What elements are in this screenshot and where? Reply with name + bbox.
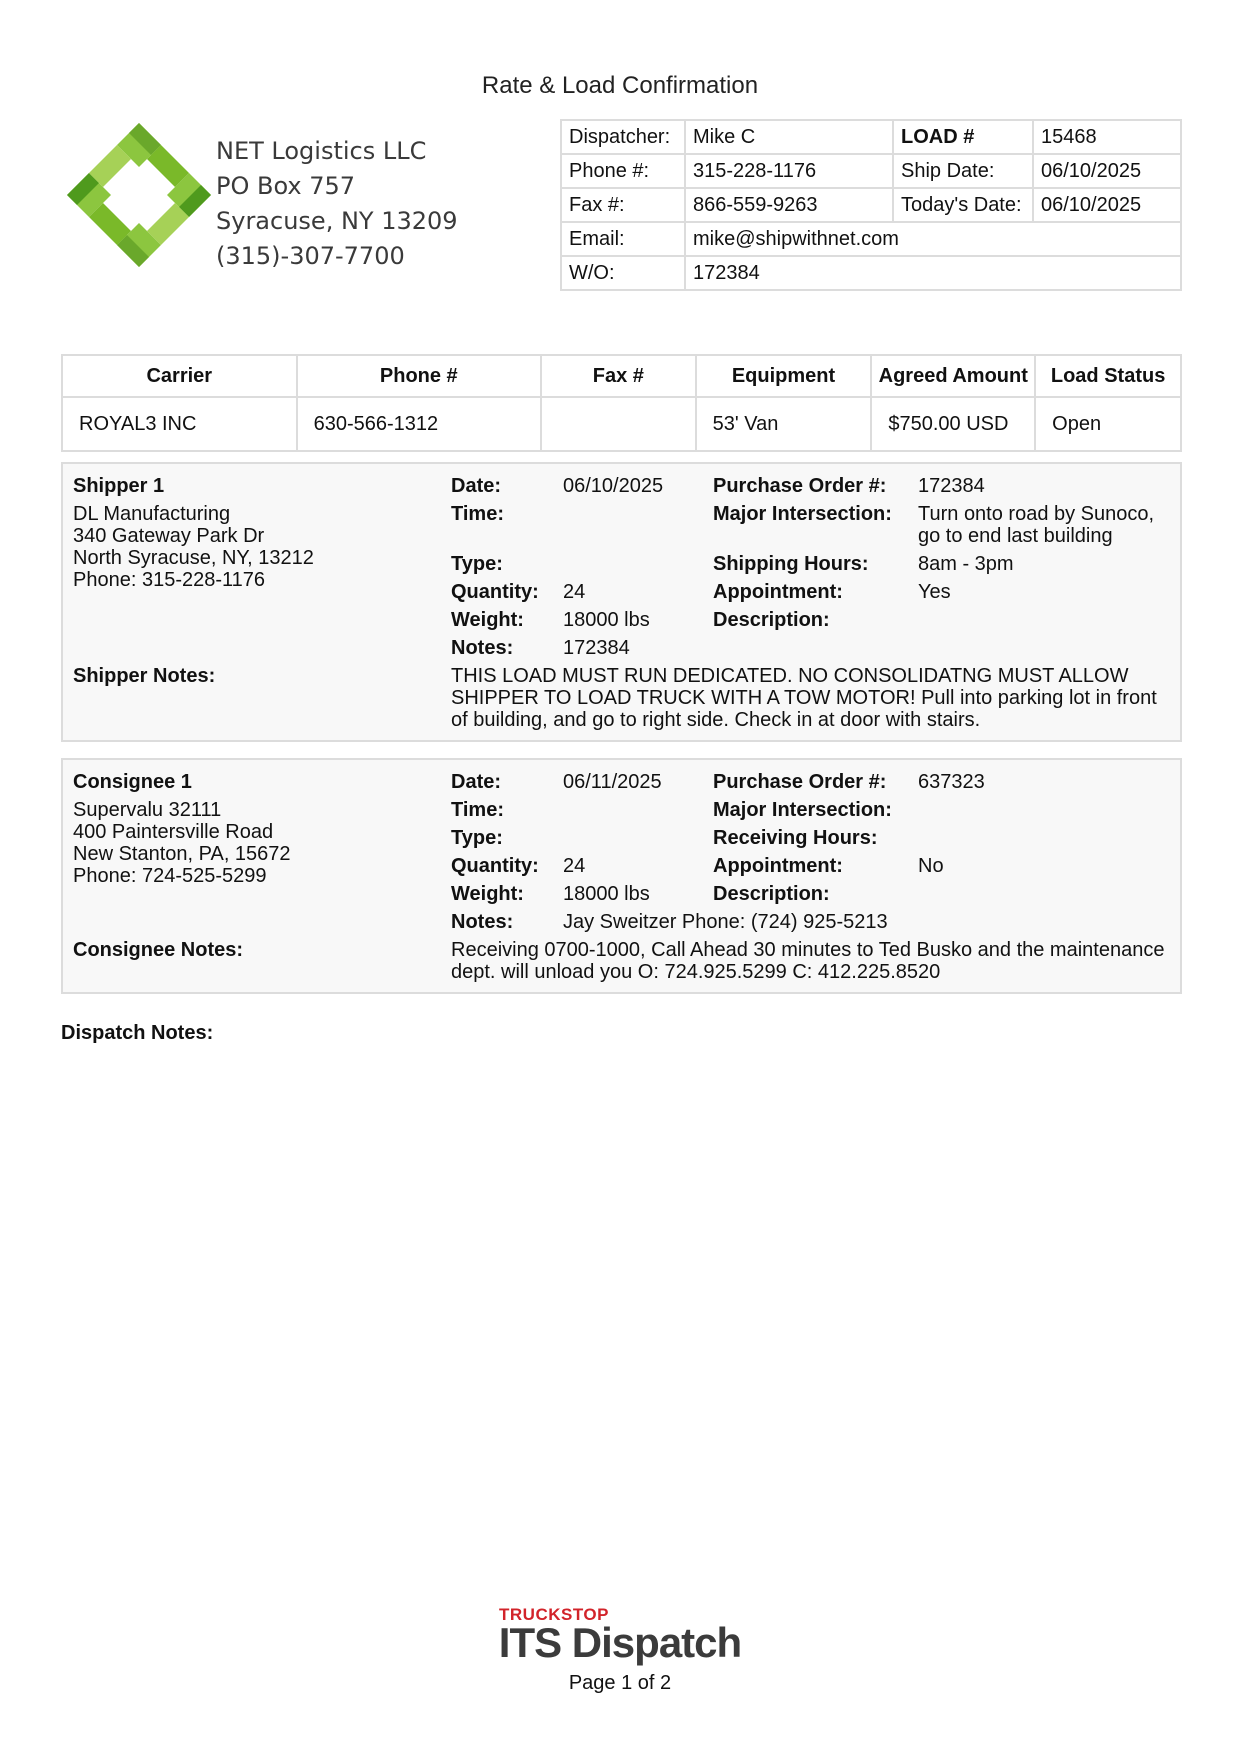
consignee-city: New Stanton, PA, 15672 — [73, 843, 291, 865]
carrier-name: ROYAL3 INC — [62, 397, 297, 451]
shipper-time-label: Time: — [451, 503, 504, 525]
consignee-type-label: Type: — [451, 827, 503, 849]
ship-date-label: Ship Date: — [893, 154, 1033, 188]
shipper-date-label: Date: — [451, 475, 502, 497]
shipper-type-label: Type: — [451, 553, 503, 575]
dispatch-info-table — [560, 119, 1182, 291]
load-number-value: 15468 — [1033, 120, 1181, 154]
company-address-line1: PO Box 757 — [216, 172, 356, 200]
shipper-description-label: Description: — [713, 609, 830, 631]
shipping-hours: 8am - 3pm — [918, 553, 1014, 575]
shipper-city: North Syracuse, NY, 13212 — [73, 547, 314, 569]
consignee-quantity: 24 — [563, 855, 586, 877]
page-number: Page 1 of 2 — [568, 1672, 672, 1694]
truckstop-its-dispatch-logo — [0, 1605, 1240, 1667]
shipper-notes: THIS LOAD MUST RUN DEDICATED. NO CONSOLIDATNG MUST ALLOW SHIPPER TO LOAD TRUCK WITH A TOW MOTOR! Pull into parking lot in front of building, and go to right side. Check in at door with stairs. — [451, 665, 1157, 731]
column-header: Equipment — [696, 355, 872, 397]
consignee-heading: Consignee 1 — [73, 771, 192, 793]
column-header: Phone # — [297, 355, 541, 397]
shipper-heading: Shipper 1 — [73, 475, 165, 497]
consignee-phone: Phone: 724-525-5299 — [73, 865, 267, 887]
shipper-appointment: Yes — [918, 581, 951, 603]
carrier-fax — [541, 397, 696, 451]
column-header: Fax # — [541, 355, 696, 397]
shipper-section — [61, 462, 1182, 742]
work-order-value: 172384 — [685, 256, 1181, 290]
work-order-label: W/O: — [561, 256, 685, 290]
shipping-hours-label: Shipping Hours: — [713, 553, 869, 575]
consignee-date: 06/11/2025 — [563, 771, 662, 793]
consignee-intersection-label: Major Intersection: — [713, 799, 892, 821]
consignee-notes: Receiving 0700-1000, Call Ahead 30 minutes to Ted Busko and the maintenance dept. will unload you O: 724.925.5299 C: 412.225.8520 — [451, 939, 1165, 983]
fax-value: 866-559-9263 — [685, 188, 893, 222]
column-header: Carrier — [62, 355, 297, 397]
consignee-notes-label: Consignee Notes: — [73, 939, 244, 961]
company-name: NET Logistics LLC — [216, 137, 427, 165]
column-header: Load Status — [1035, 355, 1181, 397]
shipper-name: DL Manufacturing — [73, 503, 231, 525]
carrier-table — [61, 354, 1182, 452]
column-header: Agreed Amount — [871, 355, 1035, 397]
phone-label: Phone #: — [561, 154, 685, 188]
consignee-po-label: Purchase Order #: — [713, 771, 887, 793]
consignee-name: Supervalu 32111 — [73, 799, 222, 821]
shipper-quantity: 24 — [563, 581, 586, 603]
consignee-section — [61, 758, 1182, 994]
todays-date-label: Today's Date: — [893, 188, 1033, 222]
ship-date-value: 06/10/2025 — [1033, 154, 1181, 188]
brand-main: ITS Dispatch — [498, 1619, 742, 1666]
carrier-phone: 630-566-1312 — [297, 397, 541, 451]
shipper-appointment-label: Appointment: — [713, 581, 843, 603]
shipper-quantity-label: Quantity: — [451, 581, 539, 603]
dispatcher-value: Mike C — [685, 120, 893, 154]
company-address — [216, 134, 458, 274]
company-address-line2: Syracuse, NY 13209 — [216, 207, 458, 235]
carrier-table-header — [62, 355, 1181, 397]
shipper-notes-field: 172384 — [563, 637, 630, 659]
green-diamond-logo-icon — [64, 120, 214, 270]
table-row — [62, 397, 1181, 451]
consignee-description-label: Description: — [713, 883, 830, 905]
load-status: Open — [1035, 397, 1181, 451]
consignee-weight-label: Weight: — [451, 883, 524, 905]
consignee-time-label: Time: — [451, 799, 504, 821]
shipper-po-label: Purchase Order #: — [713, 475, 887, 497]
shipper-phone: Phone: 315-228-1176 — [73, 569, 266, 591]
company-header — [64, 120, 464, 280]
email-value[interactable]: mike@shipwithnet.com — [685, 222, 1181, 256]
todays-date-value: 06/10/2025 — [1033, 188, 1181, 222]
consignee-street: 400 Paintersville Road — [73, 821, 274, 843]
dispatcher-label: Dispatcher: — [561, 120, 685, 154]
consignee-appointment-label: Appointment: — [713, 855, 843, 877]
shipper-intersection: Turn onto road by Sunoco, go to end last building — [918, 503, 1155, 547]
shipper-weight: 18000 lbs — [563, 609, 650, 631]
load-number-label: LOAD # — [893, 120, 1033, 154]
email-label: Email: — [561, 222, 685, 256]
shipper-street: 340 Gateway Park Dr — [73, 525, 265, 547]
shipper-intersection-label: Major Intersection: — [713, 503, 892, 525]
shipper-date: 06/10/2025 — [563, 475, 664, 497]
shipper-notes-label: Shipper Notes: — [73, 665, 216, 687]
consignee-weight: 18000 lbs — [563, 883, 650, 905]
phone-value: 315-228-1176 — [685, 154, 893, 188]
consignee-appointment: No — [918, 855, 944, 877]
receiving-hours-label: Receiving Hours: — [713, 827, 878, 849]
consignee-date-label: Date: — [451, 771, 502, 793]
page-title: Rate & Load Confirmation — [481, 72, 759, 99]
consignee-quantity-label: Quantity: — [451, 855, 539, 877]
consignee-notes-field: Jay Sweitzer Phone: (724) 925-5213 — [563, 911, 888, 933]
brand-top: TRUCKSTOP — [499, 1605, 609, 1624]
dispatch-notes-label: Dispatch Notes: — [61, 1022, 214, 1044]
consignee-notes-field-label: Notes: — [451, 911, 514, 933]
shipper-po: 172384 — [918, 475, 985, 497]
shipper-weight-label: Weight: — [451, 609, 524, 631]
shipper-notes-field-label: Notes: — [451, 637, 514, 659]
company-phone: (315)-307-7700 — [216, 242, 405, 270]
consignee-po: 637323 — [918, 771, 985, 793]
fax-label: Fax #: — [561, 188, 685, 222]
equipment: 53' Van — [696, 397, 872, 451]
agreed-amount: $750.00 USD — [871, 397, 1035, 451]
